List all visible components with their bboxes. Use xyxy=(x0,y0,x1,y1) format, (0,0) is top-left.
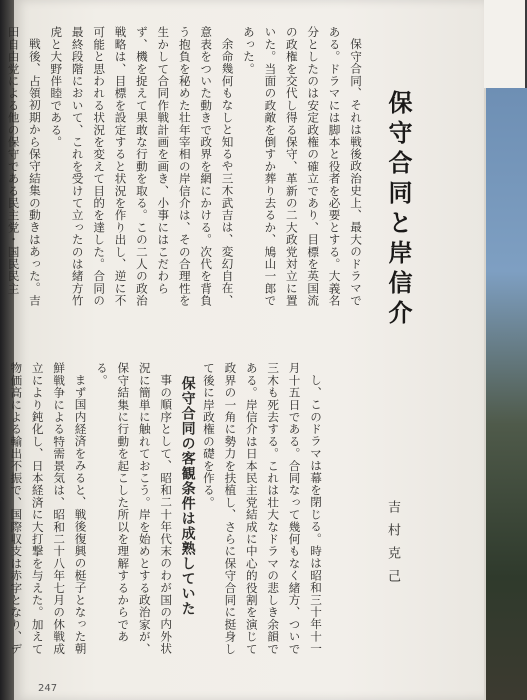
facing-page-margin xyxy=(484,0,525,88)
facing-page-photo xyxy=(484,88,527,700)
paragraph: 保守合同、それは戦後政治史上、最大のドラマである。ドラマには脚本と役者を必要とする。大義名分としたのは安定政権の確立であり、目標を英国流の政権を交代し得る保守、革新の二大政党対立に置いた。当面の政敵を倒すか葬り去るか、鳩山一郎であった。 xyxy=(241,26,363,307)
article-author: 吉村克己 xyxy=(385,500,400,592)
page-number: 247 xyxy=(38,683,58,694)
paragraph: 戦後、占領初期から保守結集の動きはあった。吉田自由党による他の保守である民主党・国民民主 xyxy=(6,26,42,306)
paragraph: し、このドラマは幕を閉じる。時は昭和三十年十一月十五日である。合同なって幾何もなく緒方、ついで三木も死去する。これは壮大なドラマの悲しき余韻である。岸信介は日本民主党結成に中心的役割を演じて政界の一角に勢力を扶植し、さらに保守合同に挺身して後に岸政権の礎を作る。 xyxy=(201,362,323,655)
article-body-bottom xyxy=(9,362,326,662)
paragraph: まず国内経済をみると、戦後復興の梃子となった朝鮮戦争による特需景気は、昭和二十八年七月の休戦成立により鈍化し、日本経済に大打撃を与えた。加えて物価高による輸出不振で、国際収支は赤字となり、デ xyxy=(9,362,88,655)
book-page xyxy=(6,0,484,700)
section-subheading: 保守合同の客観条件は成熟していた xyxy=(179,376,196,616)
paragraph: 余命幾何もなしと知るや三木武吉は、変幻自在、意表をついた動きで政界を網にかける。次代を背負う抱負を秘めた壮年宰相の岸信介は、その合理性を生かして合同作戦計画を画き、小事にはこだわらず、機を捉えて果敢な行動を取る。この二人の政治戦略は、目標を設定すると状況を作り出し、逆に不可能と思われる状況を変えて目的を達した。合同の最終段階において、これを受けて立ったのは緒方竹虎と大野伴睦である。 xyxy=(49,26,235,307)
article-body-top xyxy=(6,26,366,314)
article-title: 保守合同と岸信介 xyxy=(384,90,413,330)
paragraph: 事の順序として、昭和二十年代末のわが国の内外状況に簡単に触れておこう。岸を始めとする政治家が、保守結集に行動を起こした所以を理解するからである。 xyxy=(94,362,174,655)
